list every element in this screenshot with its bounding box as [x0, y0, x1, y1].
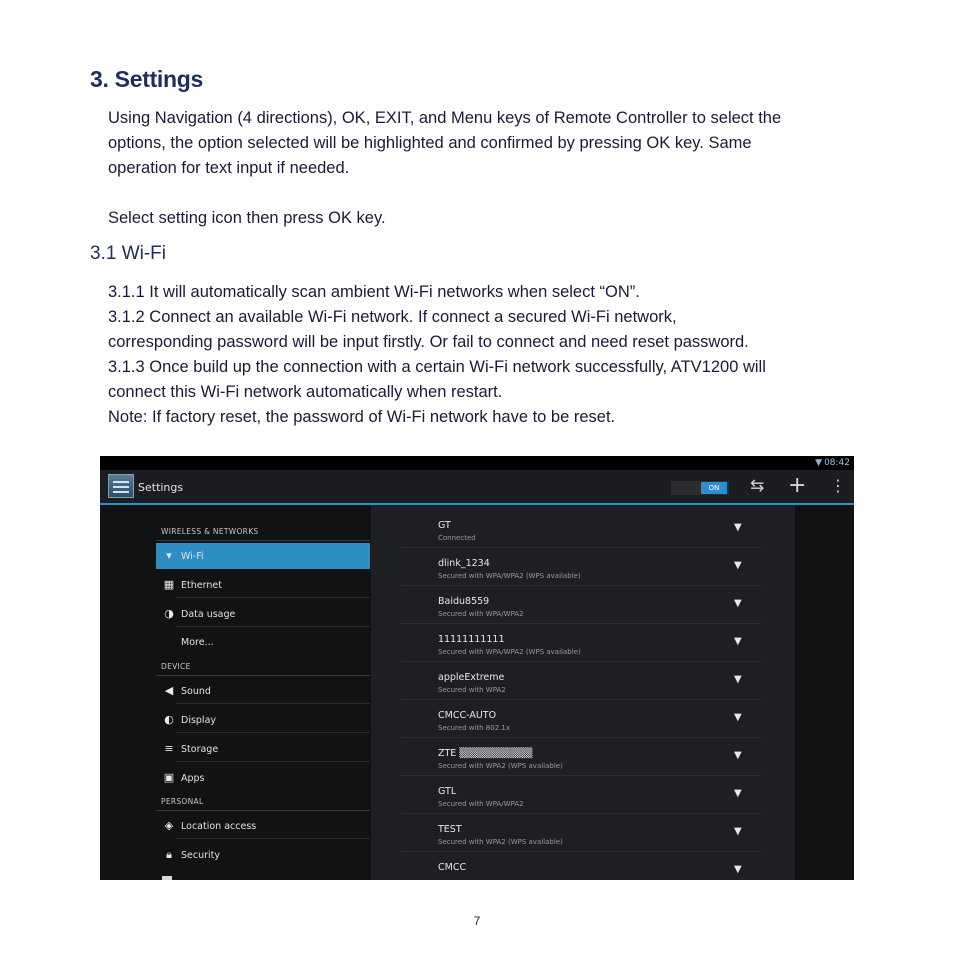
network-list: [371, 505, 795, 880]
sidebar-item-storage[interactable]: [156, 736, 370, 762]
settings-app-icon[interactable]: [108, 474, 134, 498]
network-ssid: dlink_1234: [438, 558, 490, 569]
sidebar-item-label: Location access: [181, 821, 257, 832]
network-status: Secured with WPA/WPA2: [438, 800, 524, 808]
subsection-heading: 3.1 Wi-Fi: [90, 243, 166, 264]
divider: [156, 540, 370, 541]
sidebar-item-cutoff-icon: [162, 876, 172, 880]
add-network-icon[interactable]: +: [788, 473, 807, 498]
wifi-lock-icon: ▼: [734, 560, 742, 571]
sidebar-item-security[interactable]: [156, 842, 370, 868]
wifi-signal-icon: ▼: [815, 458, 822, 468]
network-item[interactable]: [371, 700, 795, 738]
network-ssid: ZTE ▒▒▒▒▒▒▒▒▒▒: [438, 748, 533, 759]
network-status: Secured with WPA/WPA2 (WPS available): [438, 572, 581, 580]
wps-icon[interactable]: ⇆: [750, 476, 765, 496]
network-status: Secured with WPA2 (WPS available): [438, 762, 563, 770]
sidebar-item-label: Storage: [181, 744, 219, 755]
sidebar-item-apps[interactable]: [156, 765, 370, 791]
network-ssid: CMCC: [438, 862, 467, 873]
sidebar-item-label: Data usage: [181, 609, 236, 620]
network-item[interactable]: [371, 586, 795, 624]
instruction-line: corresponding password will be input firstly. Or fail to connect and need reset password.: [108, 333, 749, 351]
settings-screenshot: [100, 456, 854, 880]
sidebar-item-location[interactable]: [156, 813, 370, 839]
wifi-icon: ▾: [166, 549, 172, 562]
speaker-icon: ◀: [164, 684, 174, 697]
location-icon: ◈: [164, 819, 174, 832]
note-line: Note: If factory reset, the password of Wi-Fi network have to be reset.: [108, 408, 616, 426]
data-usage-icon: ◑: [164, 607, 174, 620]
network-item[interactable]: [371, 662, 795, 700]
intro-paragraph: [108, 106, 868, 231]
sidebar-item-label: Security: [181, 850, 221, 861]
wifi-lock-icon: ▼: [734, 788, 742, 799]
network-ssid: 11111111111: [438, 634, 505, 645]
wifi-signal-icon: ▼: [734, 864, 742, 875]
sidebar-item-data-usage[interactable]: [156, 601, 370, 627]
sidebar-item-label: Sound: [181, 686, 211, 697]
wifi-lock-icon: ▼: [734, 674, 742, 685]
action-bar: [100, 470, 854, 505]
category-wireless: WIRELESS & NETWORKS: [161, 527, 259, 536]
app-title: Settings: [138, 481, 184, 494]
wifi-lock-icon: ▼: [734, 750, 742, 761]
overflow-menu-icon[interactable]: ⋮: [830, 476, 846, 495]
sidebar-item-label: Wi-Fi: [181, 551, 204, 562]
intro-line: options, the option selected will be highlighted and confirmed by pressing OK key. Same: [108, 134, 752, 152]
page-number: 7: [473, 914, 481, 928]
wifi-lock-icon: ▼: [734, 712, 742, 723]
divider: [156, 810, 370, 811]
storage-icon: ≡: [164, 742, 174, 755]
network-item[interactable]: [371, 776, 795, 814]
category-device: DEVICE: [161, 662, 191, 671]
network-status: Secured with WPA/WPA2: [438, 610, 524, 618]
category-personal: PERSONAL: [161, 797, 204, 806]
divider: [156, 675, 370, 676]
sidebar-item-ethernet[interactable]: [156, 572, 370, 598]
ethernet-icon: ▦: [163, 578, 175, 591]
network-status: Secured with WPA2: [438, 686, 506, 694]
wifi-signal-icon: ▼: [734, 522, 742, 533]
sidebar-item-label: Ethernet: [181, 580, 222, 591]
network-item[interactable]: [371, 852, 795, 880]
network-ssid: TEST: [438, 824, 462, 835]
wifi-toggle[interactable]: [671, 481, 729, 495]
sidebar-item-label: More...: [181, 637, 214, 648]
intro-line: operation for text input if needed.: [108, 159, 350, 177]
wifi-lock-icon: ▼: [734, 598, 742, 609]
instruction-line: connect this Wi-Fi network automatically when restart.: [108, 383, 503, 401]
intro-blank-line: [108, 181, 868, 206]
wifi-lock-icon: ▼: [734, 826, 742, 837]
instruction-line: 3.1.1 It will automatically scan ambient Wi-Fi networks when select “ON”.: [108, 283, 640, 301]
wifi-lock-icon: ▼: [734, 636, 742, 647]
sidebar-item-display[interactable]: [156, 707, 370, 733]
network-status: Secured with WPA/WPA2 (WPS available): [438, 648, 581, 656]
network-ssid: Baidu8559: [438, 596, 490, 607]
network-ssid: appleExtreme: [438, 672, 505, 683]
intro-line: Using Navigation (4 directions), OK, EXIT, and Menu keys of Remote Controller to select the: [108, 109, 782, 127]
intro-line: Select setting icon then press OK key.: [108, 209, 386, 227]
sidebar-item-label: Display: [181, 715, 217, 726]
sidebar-item-wifi[interactable]: [156, 543, 370, 569]
network-ssid: GTL: [438, 786, 457, 797]
wifi-instructions: [108, 280, 868, 430]
status-time: 08:42: [824, 458, 850, 468]
sidebar-item-label: Apps: [181, 773, 205, 784]
toggle-on-label: ON: [701, 482, 727, 494]
section-heading: 3. Settings: [90, 66, 204, 92]
network-item[interactable]: [371, 510, 795, 548]
network-status: Secured with 802.1x: [438, 724, 510, 732]
network-item[interactable]: [371, 738, 795, 776]
apps-icon: ▣: [163, 771, 175, 784]
instruction-line: 3.1.2 Connect an available Wi-Fi network. If connect a secured Wi-Fi network,: [108, 308, 677, 326]
lock-icon: 🔒︎: [166, 848, 172, 861]
network-ssid: CMCC-AUTO: [438, 710, 497, 721]
network-status: Connected: [438, 534, 476, 542]
network-item[interactable]: [371, 624, 795, 662]
network-item[interactable]: [371, 548, 795, 586]
status-bar: [100, 456, 854, 470]
sidebar-item-more[interactable]: [156, 629, 370, 655]
display-icon: ◐: [164, 713, 174, 726]
network-item[interactable]: [371, 814, 795, 852]
sidebar-item-sound[interactable]: [156, 678, 370, 704]
instruction-line: 3.1.3 Once build up the connection with a certain Wi-Fi network successfully, ATV1200 will: [108, 358, 766, 376]
network-ssid: GT: [438, 520, 451, 531]
network-status: Secured with WPA2 (WPS available): [438, 838, 563, 846]
